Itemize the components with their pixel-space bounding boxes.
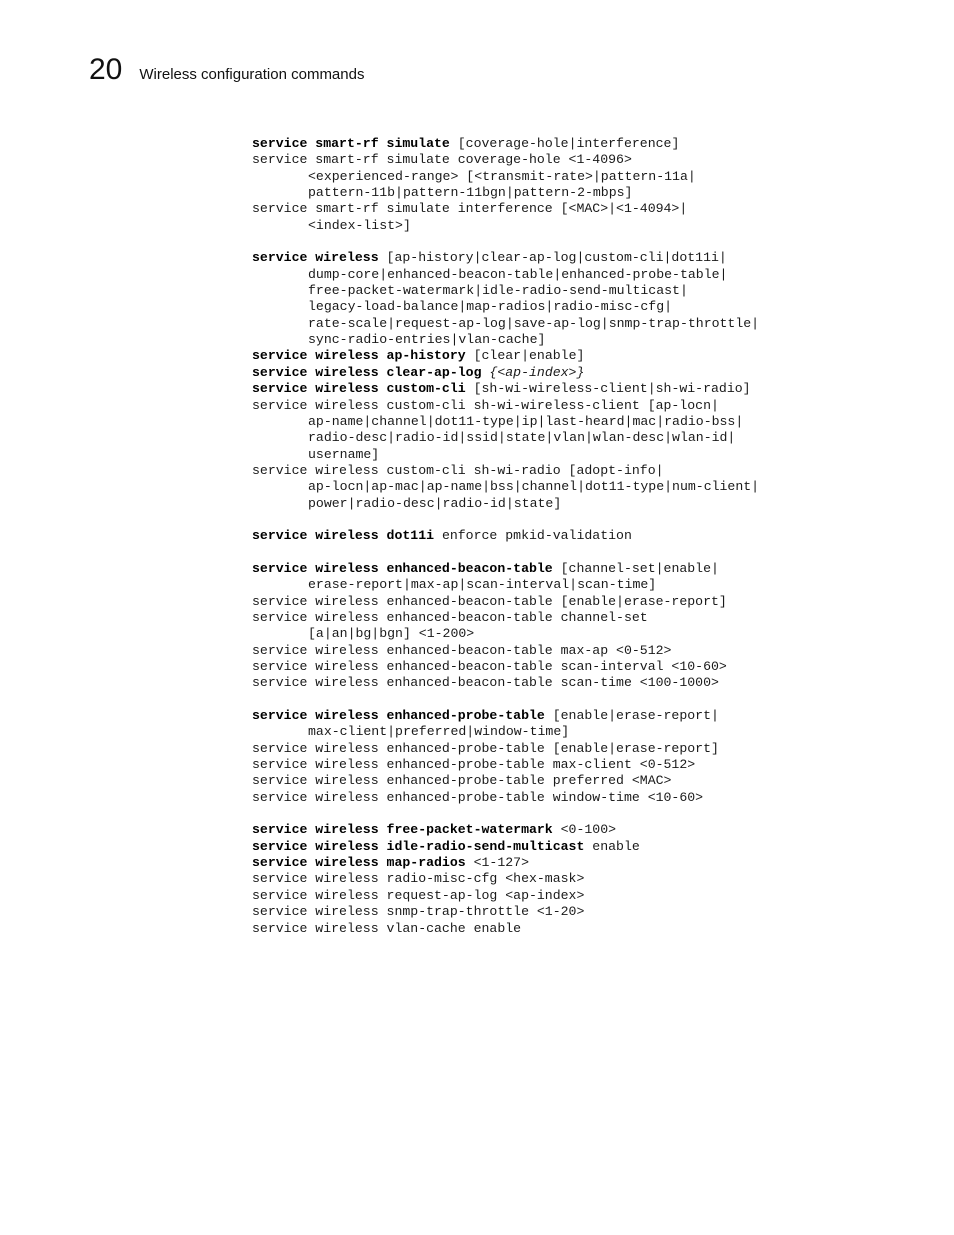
code-line <box>252 447 759 463</box>
command-arguments: [a|an|bg|bgn] <1-200> <box>308 626 475 642</box>
command-arguments: service wireless enhanced-beacon-table scan-interval <10-60> <box>252 659 727 674</box>
command-arguments: service wireless enhanced-beacon-table channel-set <box>252 609 648 625</box>
command-arguments: service wireless custom-cli sh-wi-radio [adopt-info| <box>252 462 664 478</box>
code-line <box>252 201 759 217</box>
command-keyword: service wireless enhanced-probe-table <box>252 708 545 724</box>
code-line <box>252 757 759 773</box>
command-keyword: service smart-rf simulate <box>252 136 450 151</box>
code-line <box>252 496 759 512</box>
command-arguments: radio-desc|radio-id|ssid|state|vlan|wlan-desc|wlan-id| <box>308 430 736 446</box>
command-arguments: power|radio-desc|radio-id|state] <box>308 495 562 511</box>
command-arguments: free-packet-watermark|idle-radio-send-multicast| <box>308 283 688 299</box>
code-line <box>252 626 759 642</box>
code-line <box>252 839 759 855</box>
command-arguments: service wireless request-ap-log <ap-index> <box>252 887 585 903</box>
command-keyword: service wireless idle-radio-send-multicast <box>252 838 585 854</box>
code-line <box>252 643 759 659</box>
code-line <box>252 675 759 691</box>
code-line <box>252 577 759 593</box>
code-line <box>252 610 759 626</box>
blank-line <box>252 545 759 561</box>
command-arguments: erase-report|max-ap|scan-interval|scan-time] <box>308 577 657 593</box>
code-line <box>252 398 759 414</box>
command-arguments: service wireless enhanced-beacon-table scan-time <100-1000> <box>252 675 719 691</box>
code-line <box>252 414 759 430</box>
code-line <box>252 463 759 479</box>
code-line <box>252 152 759 168</box>
command-keyword: service wireless <box>252 250 379 266</box>
code-line <box>252 267 759 283</box>
command-arguments: service smart-rf simulate coverage-hole <1-4096> <box>252 152 632 168</box>
chapter-title: Wireless configuration commands <box>139 66 365 83</box>
command-arguments: rate-scale|request-ap-log|save-ap-log|snmp-trap-throttle| <box>308 315 760 331</box>
command-arguments: service wireless custom-cli sh-wi-wireless-client [ap-locn| <box>252 397 719 413</box>
command-arguments: dump-core|enhanced-beacon-table|enhanced-probe-table| <box>308 266 728 282</box>
code-line <box>252 822 759 838</box>
command-arguments: service wireless enhanced-probe-table max-client <0-512> <box>252 757 696 773</box>
code-line <box>252 299 759 315</box>
code-line <box>252 185 759 201</box>
code-line <box>252 316 759 332</box>
command-arguments: [coverage-hole|interference] <box>449 136 680 151</box>
code-line <box>252 348 759 364</box>
command-arguments: [enable|erase-report| <box>544 708 719 724</box>
code-line <box>252 561 759 577</box>
code-line <box>252 479 759 495</box>
command-arguments: service wireless enhanced-probe-table [enable|erase-report] <box>252 740 719 756</box>
code-line <box>252 594 759 610</box>
blank-line <box>252 806 759 822</box>
command-arguments: ap-locn|ap-mac|ap-name|bss|channel|dot11-type|num-client| <box>308 479 760 495</box>
code-line <box>252 855 759 871</box>
command-arguments: max-client|preferred|window-time] <box>308 724 570 740</box>
code-line <box>252 250 759 266</box>
code-line <box>252 381 759 397</box>
command-arguments: [sh-wi-wireless-client|sh-wi-radio] <box>465 381 751 397</box>
command-keyword: service wireless map-radios <box>252 855 466 871</box>
command-keyword: service wireless free-packet-watermark <box>252 822 553 838</box>
code-line <box>252 921 759 937</box>
command-arguments: service wireless enhanced-beacon-table max-ap <0-512> <box>252 642 672 658</box>
code-line <box>252 708 759 724</box>
command-arguments: ap-name|channel|dot11-type|ip|last-heard|mac|radio-bss| <box>308 413 744 429</box>
code-line <box>252 888 759 904</box>
chapter-header <box>89 53 364 87</box>
code-line <box>252 659 759 675</box>
command-arguments: pattern-11b|pattern-11bgn|pattern-2-mbps] <box>308 185 633 201</box>
code-line <box>252 332 759 348</box>
command-arguments: [ap-history|clear-ap-log|custom-cli|dot11i| <box>378 250 727 266</box>
blank-line <box>252 234 759 250</box>
command-arguments: service wireless vlan-cache enable <box>252 920 522 936</box>
command-arguments: enable <box>584 838 640 854</box>
command-arguments: service smart-rf simulate interference [<MAC>|<1-4094>| <box>252 201 688 217</box>
code-line <box>252 169 759 185</box>
code-line <box>252 528 759 544</box>
command-keyword: service wireless ap-history <box>252 348 466 364</box>
blank-line <box>252 512 759 528</box>
command-keyword: service wireless dot11i <box>252 528 435 544</box>
code-line <box>252 741 759 757</box>
code-line <box>252 283 759 299</box>
code-line <box>252 218 759 234</box>
command-arguments: service wireless radio-misc-cfg <hex-mask> <box>252 871 585 887</box>
command-arguments: legacy-load-balance|map-radios|radio-misc-cfg| <box>308 299 673 315</box>
command-arguments: [channel-set|enable| <box>552 560 719 576</box>
command-arguments: enforce pmkid-validation <box>434 528 632 544</box>
code-line <box>252 871 759 887</box>
command-arguments: <experienced-range> [<transmit-rate>|pattern-11a| <box>308 168 696 184</box>
command-arguments: <index-list>] <box>308 217 411 233</box>
command-arguments: service wireless snmp-trap-throttle <1-20> <box>252 904 585 920</box>
command-arguments: service wireless enhanced-probe-table window-time <10-60> <box>252 789 704 805</box>
command-arguments: <1-127> <box>465 855 529 871</box>
code-line <box>252 773 759 789</box>
command-keyword: service wireless clear-ap-log <box>252 364 482 380</box>
code-line <box>252 430 759 446</box>
code-line <box>252 904 759 920</box>
command-arguments: service wireless enhanced-probe-table preferred <MAC> <box>252 773 672 789</box>
code-line <box>252 136 759 152</box>
chapter-number: 20 <box>89 53 123 86</box>
command-syntax-block <box>252 136 759 937</box>
command-arguments: [clear|enable] <box>465 348 585 364</box>
command-keyword: service wireless custom-cli <box>252 381 466 397</box>
command-keyword: service wireless enhanced-beacon-table <box>252 560 553 576</box>
code-line <box>252 365 759 381</box>
blank-line <box>252 692 759 708</box>
command-arguments: service wireless enhanced-beacon-table [enable|erase-report] <box>252 593 727 609</box>
command-arguments: username] <box>308 446 380 462</box>
code-line <box>252 724 759 740</box>
code-line <box>252 790 759 806</box>
command-arguments: sync-radio-entries|vlan-cache] <box>308 332 546 348</box>
optional-parameter: {<ap-index>} <box>489 364 585 380</box>
command-arguments: <0-100> <box>552 822 617 838</box>
